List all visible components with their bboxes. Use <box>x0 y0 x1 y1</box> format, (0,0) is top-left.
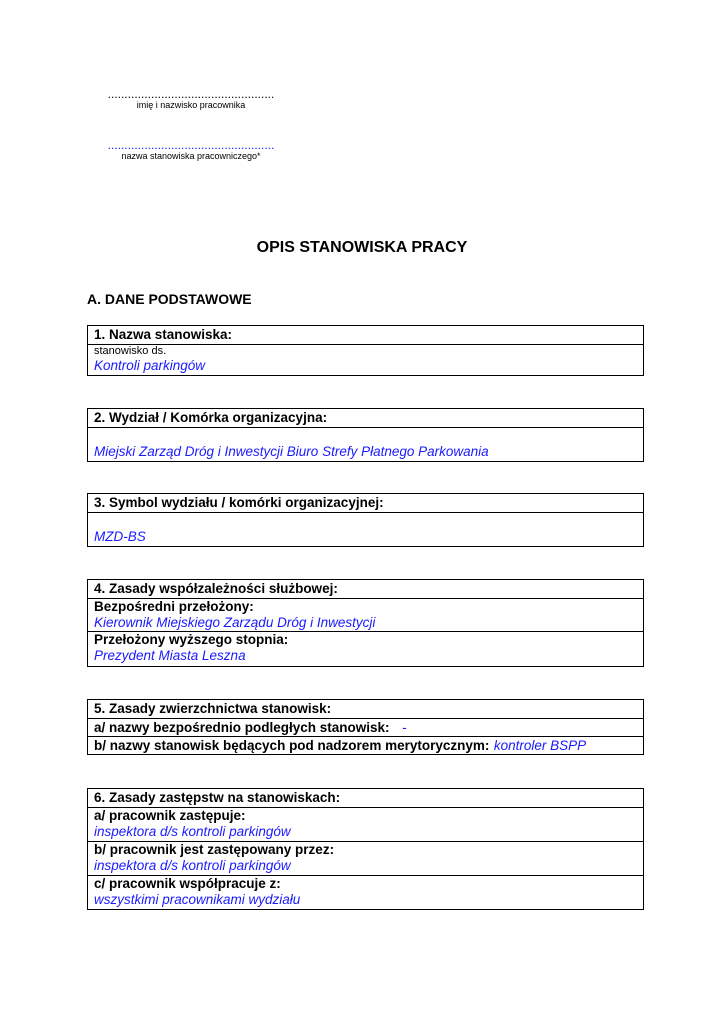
substitution-box <box>87 788 644 910</box>
cooperates-with-label: c/ pracownik współpracuje z: <box>94 876 281 891</box>
section-a-title: A. DANE PODSTAWOWE <box>87 291 252 307</box>
box5-header: 5. Zasady zwierzchnictwa stanowisk: <box>94 701 332 716</box>
document-title: OPIS STANOWISKA PRACY <box>256 239 468 256</box>
position-signature-field <box>86 139 296 162</box>
box2-header: 2. Wydział / Komórka organizacyjna: <box>94 410 328 425</box>
position-name-dots: .................................................. <box>107 138 275 152</box>
employee-name-caption: imię i nazwisko pracownika <box>136 100 246 110</box>
subordinate-positions-value: - <box>402 720 407 735</box>
box1-value: Kontroli parkingów <box>94 358 206 373</box>
box6-header: 6. Zasady zastępstw na stanowiskach: <box>94 790 341 805</box>
direct-supervisor-label: Bezpośredni przełożony: <box>94 599 254 614</box>
subordinate-positions-label: a/ nazwy bezpośrednio podległych stanowisk: <box>94 720 390 735</box>
higher-supervisor-label: Przełożony wyższego stopnia: <box>94 632 289 647</box>
higher-supervisor-value: Prezydent Miasta Leszna <box>94 648 246 663</box>
direct-supervisor-value: Kierownik Miejskiego Zarządu Dróg i Inwestycji <box>94 615 376 630</box>
substitutes-value: inspektora d/s kontroli parkingów <box>94 824 291 839</box>
box1-prefix: stanowisko ds. <box>94 345 167 357</box>
department-box <box>87 408 644 462</box>
employee-name-dots: .................................................. <box>107 87 275 101</box>
interdependence-box <box>87 579 644 667</box>
supervised-positions-value: kontroler BSPP <box>493 738 587 753</box>
box4-header: 4. Zasady współzależności służbowej: <box>94 581 338 596</box>
cooperates-with-value: wszystkimi pracownikami wydziału <box>94 892 301 907</box>
employee-signature-field <box>86 88 296 111</box>
substituted-by-value: inspektora d/s kontroli parkingów <box>94 858 291 873</box>
box2-value: Miejski Zarząd Dróg i Inwestycji Biuro Strefy Płatnego Parkowania <box>94 444 489 459</box>
substituted-by-label: b/ pracownik jest zastępowany przez: <box>94 842 335 857</box>
substitutes-label: a/ pracownik zastępuje: <box>94 808 246 823</box>
authority-box <box>87 699 644 755</box>
box1-header: 1. Nazwa stanowiska: <box>94 327 233 342</box>
box3-header: 3. Symbol wydziału / komórki organizacyjnej: <box>94 495 384 510</box>
position-name-caption: nazwa stanowiska pracowniczego* <box>121 151 261 161</box>
department-symbol-box <box>87 493 644 547</box>
position-name-box <box>87 325 644 376</box>
supervised-positions-label: b/ nazwy stanowisk będących pod nadzorem merytorycznym: <box>94 738 490 753</box>
box3-value: MZD-BS <box>94 529 146 544</box>
